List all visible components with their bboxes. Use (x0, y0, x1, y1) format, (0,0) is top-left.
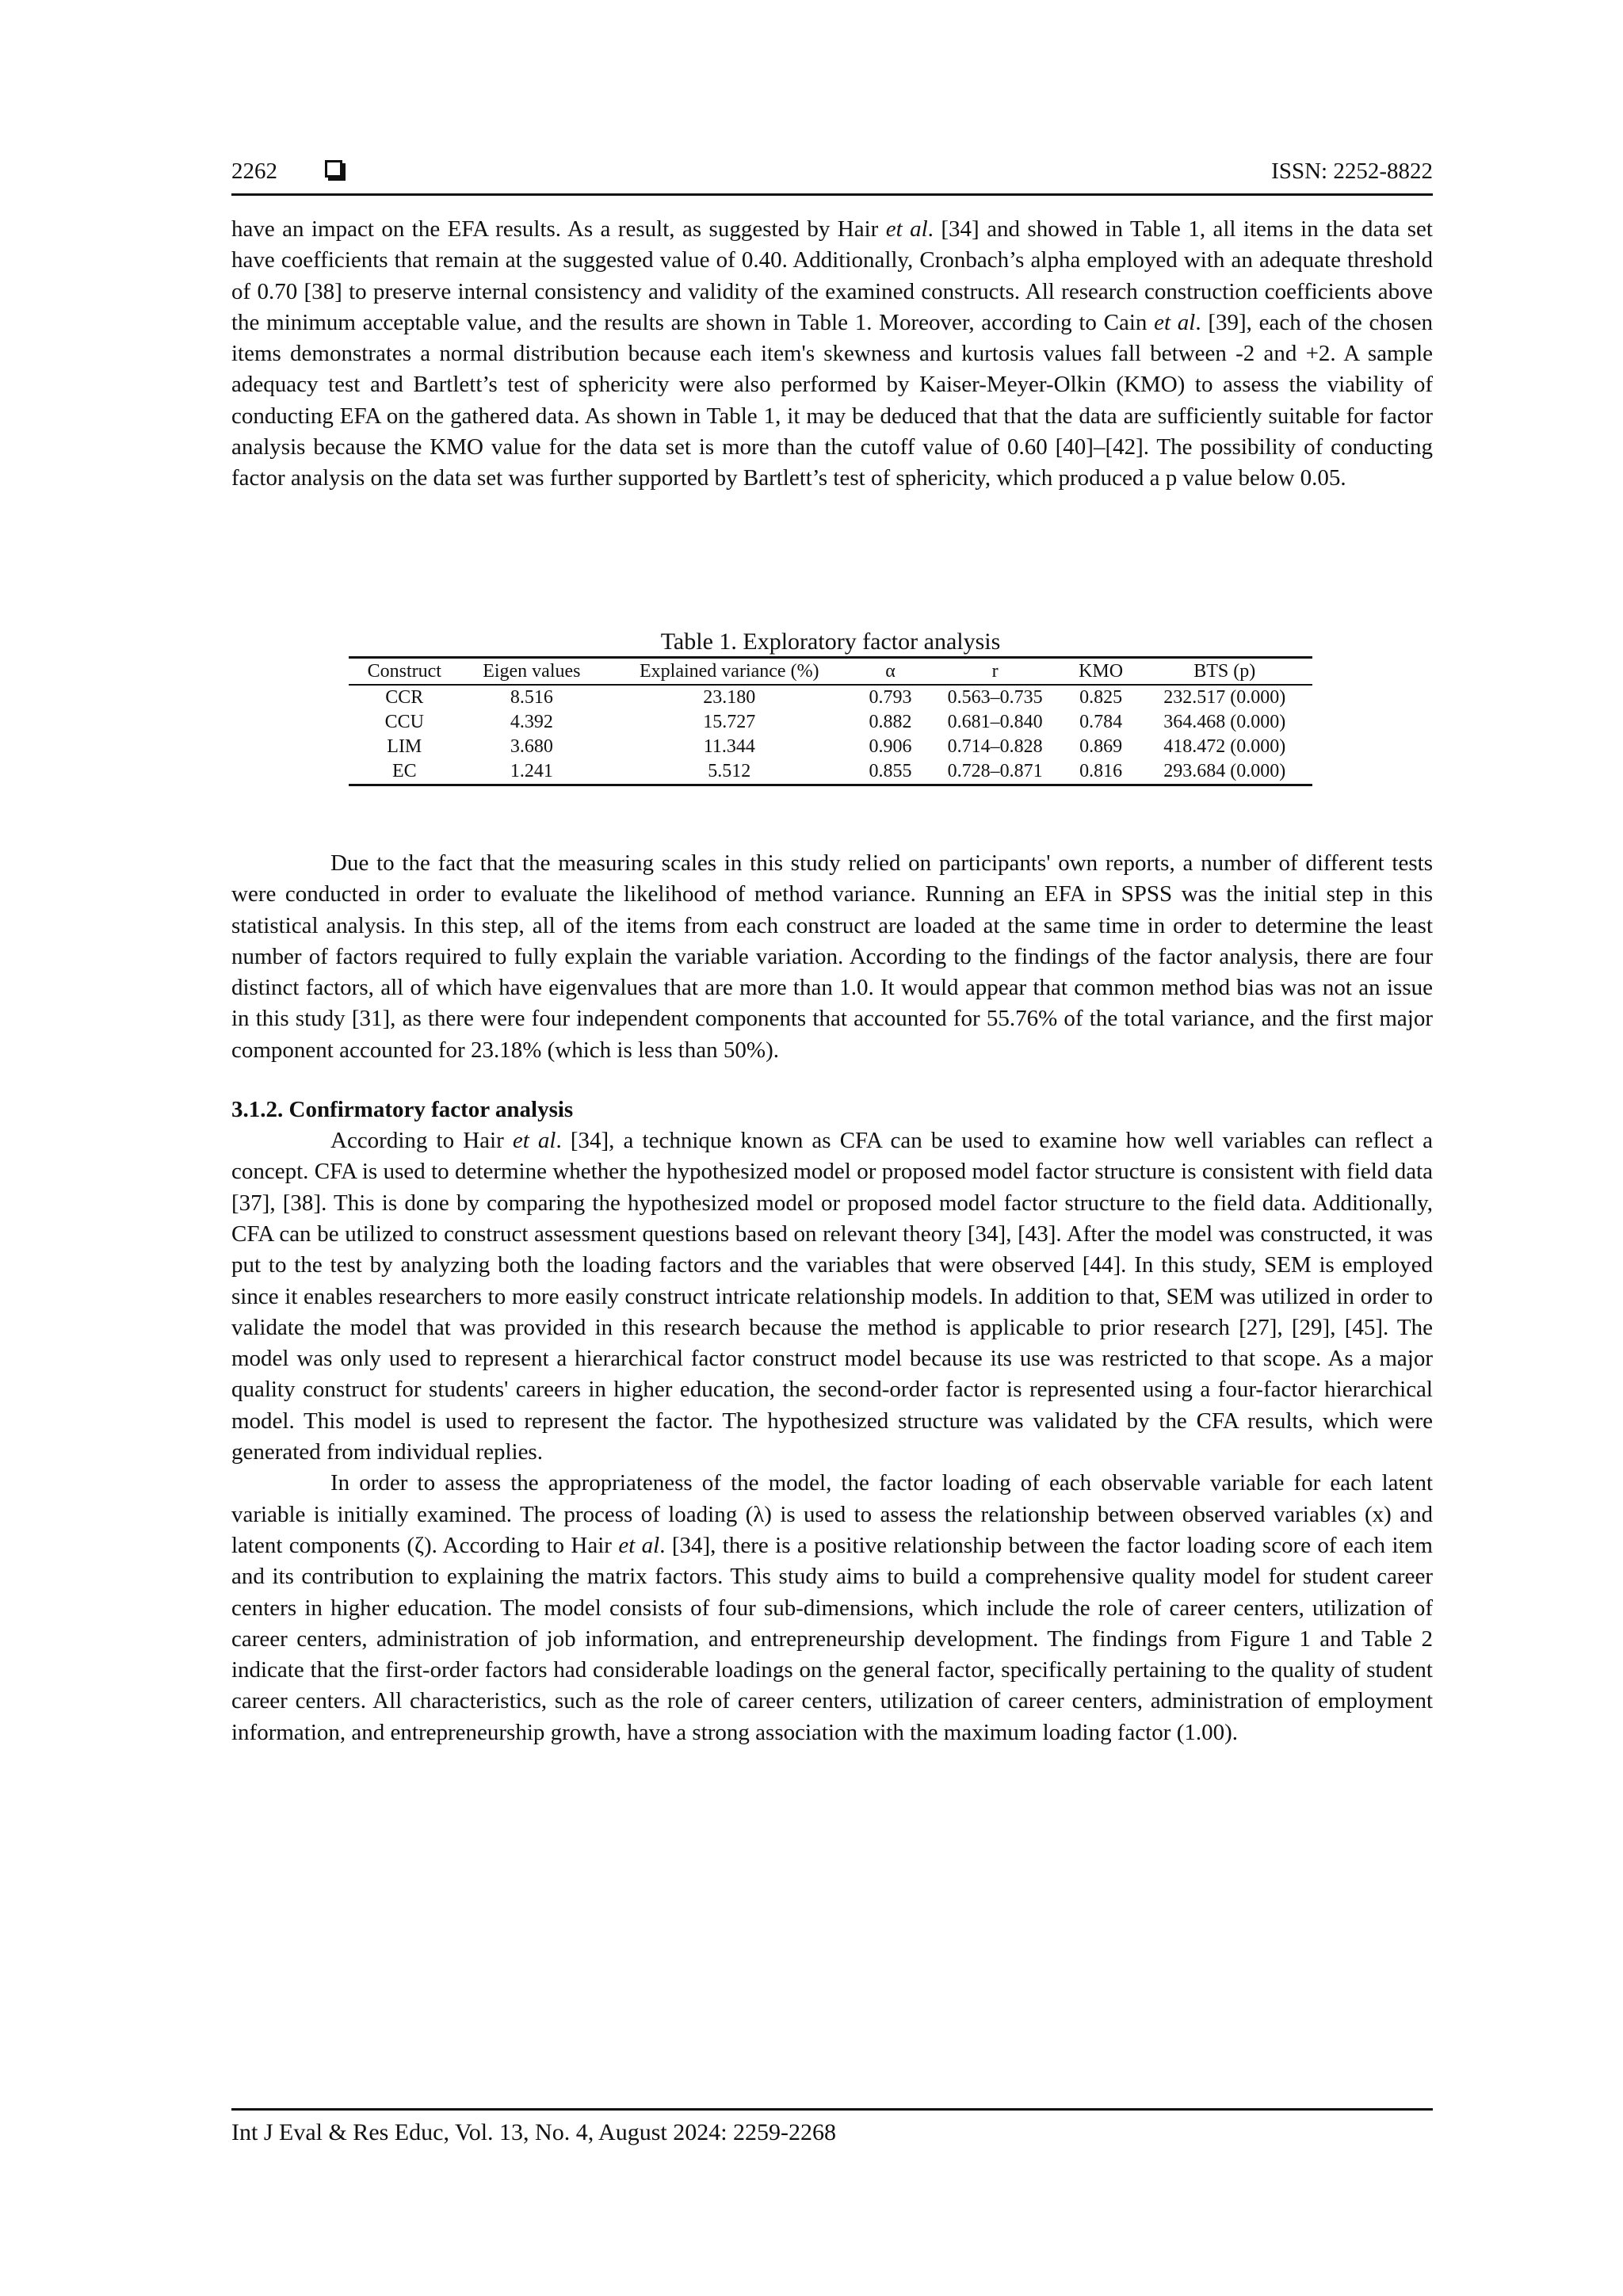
table-cell: 3.680 (510, 736, 553, 757)
text: . [34], there is a positive relationship between the factor loading score of each item and its contribution to explaining the matrix factors. This study aims to build a comprehensive quality model for student career centers in higher education. The model consists of four sub-dimensions, which include the role of career centers, utilization of career centers, administration of job information, and entrepreneurship development. The findings from Figure 1 and Table 2 indicate that the first-order factors had considerable loadings on the general factor, specifically pertaining to the quality of student career centers. All characteristics, such as the role of career centers, utilization of career centers, administration of employment information, and entrepreneurship growth, have a strong association with the maximum loading factor (1.00). (231, 1532, 1433, 1745)
col-header-bts: BTS (p) (1136, 658, 1312, 686)
table-cell: 23.180 (703, 687, 756, 708)
text: In order to assess the appropriateness of the model, the factor loading of each observable variable for each latent variable is initially examined. The process of loading (λ) is used to assess the relationship between observed variables (x) and latent components (ζ). According to Hair (231, 1470, 1433, 1558)
page-header (231, 157, 1433, 196)
table-cell: 0.869 (1079, 736, 1123, 757)
table-cell: 0.714–0.828 (947, 736, 1043, 757)
checkbox-square-icon (325, 160, 342, 178)
table-cell: 15.727 (703, 712, 756, 732)
table-cell: EC (349, 759, 460, 785)
text: . [34], a technique known as CFA can be used to examine how well variables can reflect a concept. CFA is used to determine whether the hypothesized model or proposed model factor structure is consistent with field data [37], [38]. This is done by comparing the hypothesized model or proposed model factor structure to the field data. Additionally, CFA can be utilized to construct assessment questions based on relevant theory [34], [43]. After the model was constructed, it was put to the test by analyzing both the loading factors and the variables that were observed [44]. In this study, SEM is employed since it enables researchers to more easily construct intricate relationship models. In addition to that, SEM was utilized in order to validate the model that was provided in this research because the method is applicable to prior research [27], [29], [45]. The model was only used to represent a hierarchical factor construct model because its use was restricted to that scope. As a major quality construct for students' careers in higher education, the second-order factor is represented using a four-factor hierarchical model. This model is used to represent the factor. The hypothesized structure was validated by the CFA results, which were generated from individual replies. (231, 1128, 1433, 1465)
body-continued (231, 848, 1433, 1748)
table-cell: 0.728–0.871 (926, 759, 1065, 785)
table-cell: CCR (385, 687, 424, 708)
table-cell: LIM (387, 736, 422, 757)
table-cell: 0.855 (855, 759, 925, 785)
table-row (349, 735, 1312, 759)
table-header-row (349, 658, 1312, 686)
table-cell: 4.392 (510, 712, 553, 732)
table-cell: 0.563–0.735 (947, 687, 1043, 708)
efa-table (349, 656, 1312, 786)
table-cell: 232.517 (0.000) (1163, 687, 1286, 708)
paragraph-3 (231, 1125, 1433, 1468)
table-cell: CCU (384, 712, 424, 732)
table-cell: 5.512 (603, 759, 855, 785)
italic-text: et al (885, 216, 928, 242)
col-header-eigen: Eigen values (460, 658, 604, 686)
table-1 (349, 628, 1312, 786)
table-cell: 11.344 (703, 736, 755, 757)
table-cell: 0.825 (1079, 687, 1123, 708)
italic-text: et al (512, 1128, 556, 1154)
table-cell: 0.681–0.840 (947, 712, 1043, 732)
text: According to Hair (330, 1128, 513, 1154)
section-heading: 3.1.2. Confirmatory factor analysis (231, 1097, 574, 1123)
issn: ISSN: 2252-8822 (1271, 159, 1433, 184)
col-header-variance: Explained variance (%) (603, 658, 855, 686)
table-cell: 0.793 (869, 687, 912, 708)
page-number: 2262 (231, 159, 277, 184)
table-cell: 8.516 (510, 687, 553, 708)
col-header-alpha: α (855, 658, 925, 686)
table-caption: Table 1. Exploratory factor analysis (660, 628, 1001, 655)
italic-text: et al (1154, 309, 1196, 335)
table-cell: 0.816 (1065, 759, 1137, 785)
table-cell: 0.882 (869, 712, 912, 732)
col-header-construct: Construct (349, 658, 460, 686)
col-header-kmo: KMO (1065, 658, 1137, 686)
table-cell: 1.241 (460, 759, 604, 785)
text: . [34] and showed in Table 1, all items in the data set have coefficients that remain at the suggested value of 0.40. Additionally, Cronbach’s alpha employed with an adequate threshold of 0.70 [38] to preserve internal consistency and validity of the examined constructs. All research construction coefficients above the minimum acceptable value, and the results are shown in Table 1. Moreover, according to Cain (231, 216, 1433, 335)
table-row (349, 710, 1312, 735)
col-header-r: r (926, 658, 1065, 686)
table-cell: 0.906 (869, 736, 912, 757)
table-cell: 364.468 (0.000) (1163, 712, 1286, 732)
italic-text: et al (618, 1532, 660, 1558)
paragraph-2: Due to the fact that the measuring scales in this study relied on participants' own reports, a number of different tests were conducted in order to evaluate the likelihood of method variance. Running an EFA in SPSS was the initial step in this statistical analysis. In this step, all of the items from each construct are loaded at the same time in order to determine the least number of factors required to fully explain the variable variation. According to the findings of the factor analysis, there are four distinct factors, all of which have eigenvalues that are more than 1.0. It would appear that common method bias was not an issue in this study [31], as there were four independent components that accounted for 55.76% of the total variance, and the first major component accounted for 23.18% (which is less than 50%). (231, 850, 1433, 1063)
table-cell: 418.472 (0.000) (1163, 736, 1286, 757)
table-row (349, 759, 1312, 785)
paragraph-4 (231, 1468, 1433, 1748)
paragraph-1-container (231, 214, 1433, 495)
table-row (349, 685, 1312, 710)
paragraph-1 (231, 214, 1433, 495)
text: . [39], each of the chosen items demonstrates a normal distribution because each item's skewness and kurtosis values fall between -2 and +2. A sample adequacy test and Bartlett’s test of sphericity were also performed by Kaiser-Meyer-Olkin (KMO) to assess the viability of conducting EFA on the gathered data. As shown in Table 1, it may be deduced that that the data are sufficiently suitable for factor analysis because the KMO value for the data set is more than the cutoff value of 0.60 [40]–[42]. The possibility of conducting factor analysis on the data set was further supported by Bartlett’s test of sphericity, which produced a p value below 0.05. (231, 309, 1434, 491)
table-cell: 293.684 (0.000) (1136, 759, 1312, 785)
page-footer: Int J Eval & Res Educ, Vol. 13, No. 4, August 2024: 2259-2268 (231, 2108, 1433, 2149)
table-cell: 0.784 (1079, 712, 1123, 732)
text: have an impact on the EFA results. As a result, as suggested by Hair (231, 216, 886, 242)
